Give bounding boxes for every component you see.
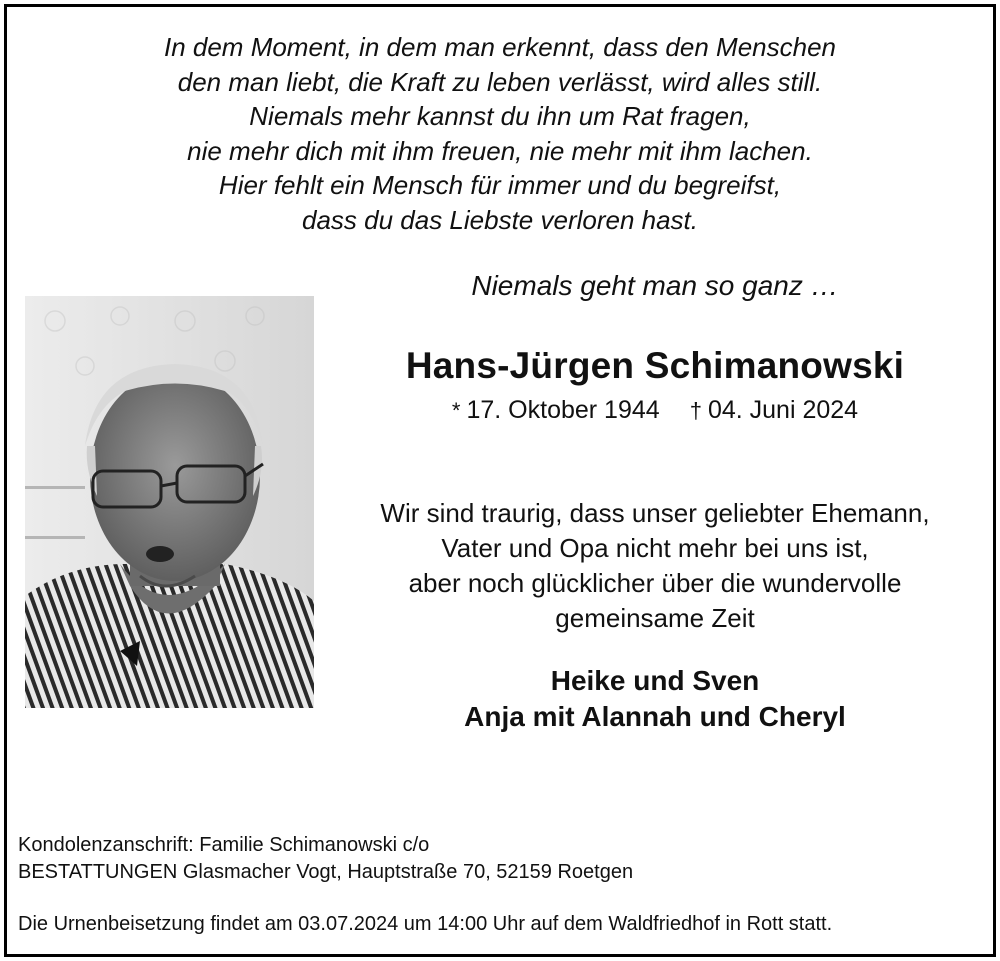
poem-line: dass du das Liebste verloren hast. xyxy=(301,204,699,235)
message-line: aber noch glücklicher über die wundervolle xyxy=(408,568,902,598)
poem-line: In dem Moment, in dem man erkennt, dass den Menschen xyxy=(163,32,836,62)
death-date: 04. Juni 2024 xyxy=(707,396,859,424)
poem-line: nie mehr dich mit ihm freuen, nie mehr mit ihm lachen. xyxy=(187,135,813,166)
poem xyxy=(0,30,1000,237)
family-line: Heike und Sven xyxy=(550,665,760,696)
life-dates xyxy=(330,396,980,425)
message-line: Vater und Opa nicht mehr bei uns ist, xyxy=(441,533,869,563)
family-line: Anja mit Alannah und Cheryl xyxy=(464,701,846,732)
birth-star-icon: * xyxy=(451,398,461,423)
family-signature xyxy=(330,663,980,735)
poem-line: den man liebt, die Kraft zu leben verlässt, wird alles still. xyxy=(177,66,823,97)
death-cross-icon: † xyxy=(689,398,702,423)
burial-notice: Die Urnenbeisetzung findet am 03.07.2024 um 14:00 Uhr auf dem Waldfriedhof in Rott statt. xyxy=(18,913,833,935)
mourning-message xyxy=(330,496,980,636)
subline-quote: Niemals geht man so ganz … xyxy=(471,270,839,301)
message-line: Wir sind traurig, dass unser geliebter Ehemann, xyxy=(380,498,930,528)
condolence-address xyxy=(18,832,633,886)
poem-line: Hier fehlt ein Mensch für immer und du begreifst, xyxy=(218,170,782,200)
birth-date: 17. Oktober 1944 xyxy=(466,396,660,424)
poem-line: Niemals mehr kannst du ihn um Rat fragen, xyxy=(249,101,751,131)
address-line: BESTATTUNGEN Glasmacher Vogt, Hauptstraße 70, 52159 Roetgen xyxy=(18,861,634,883)
portrait-photo-icon xyxy=(25,296,314,708)
portrait-photo xyxy=(25,296,314,708)
deceased-name: Hans-Jürgen Schimanowski xyxy=(405,345,905,386)
address-line: Kondolenzanschrift: Familie Schimanowski c/o xyxy=(18,834,430,856)
message-line: gemeinsame Zeit xyxy=(555,603,755,633)
